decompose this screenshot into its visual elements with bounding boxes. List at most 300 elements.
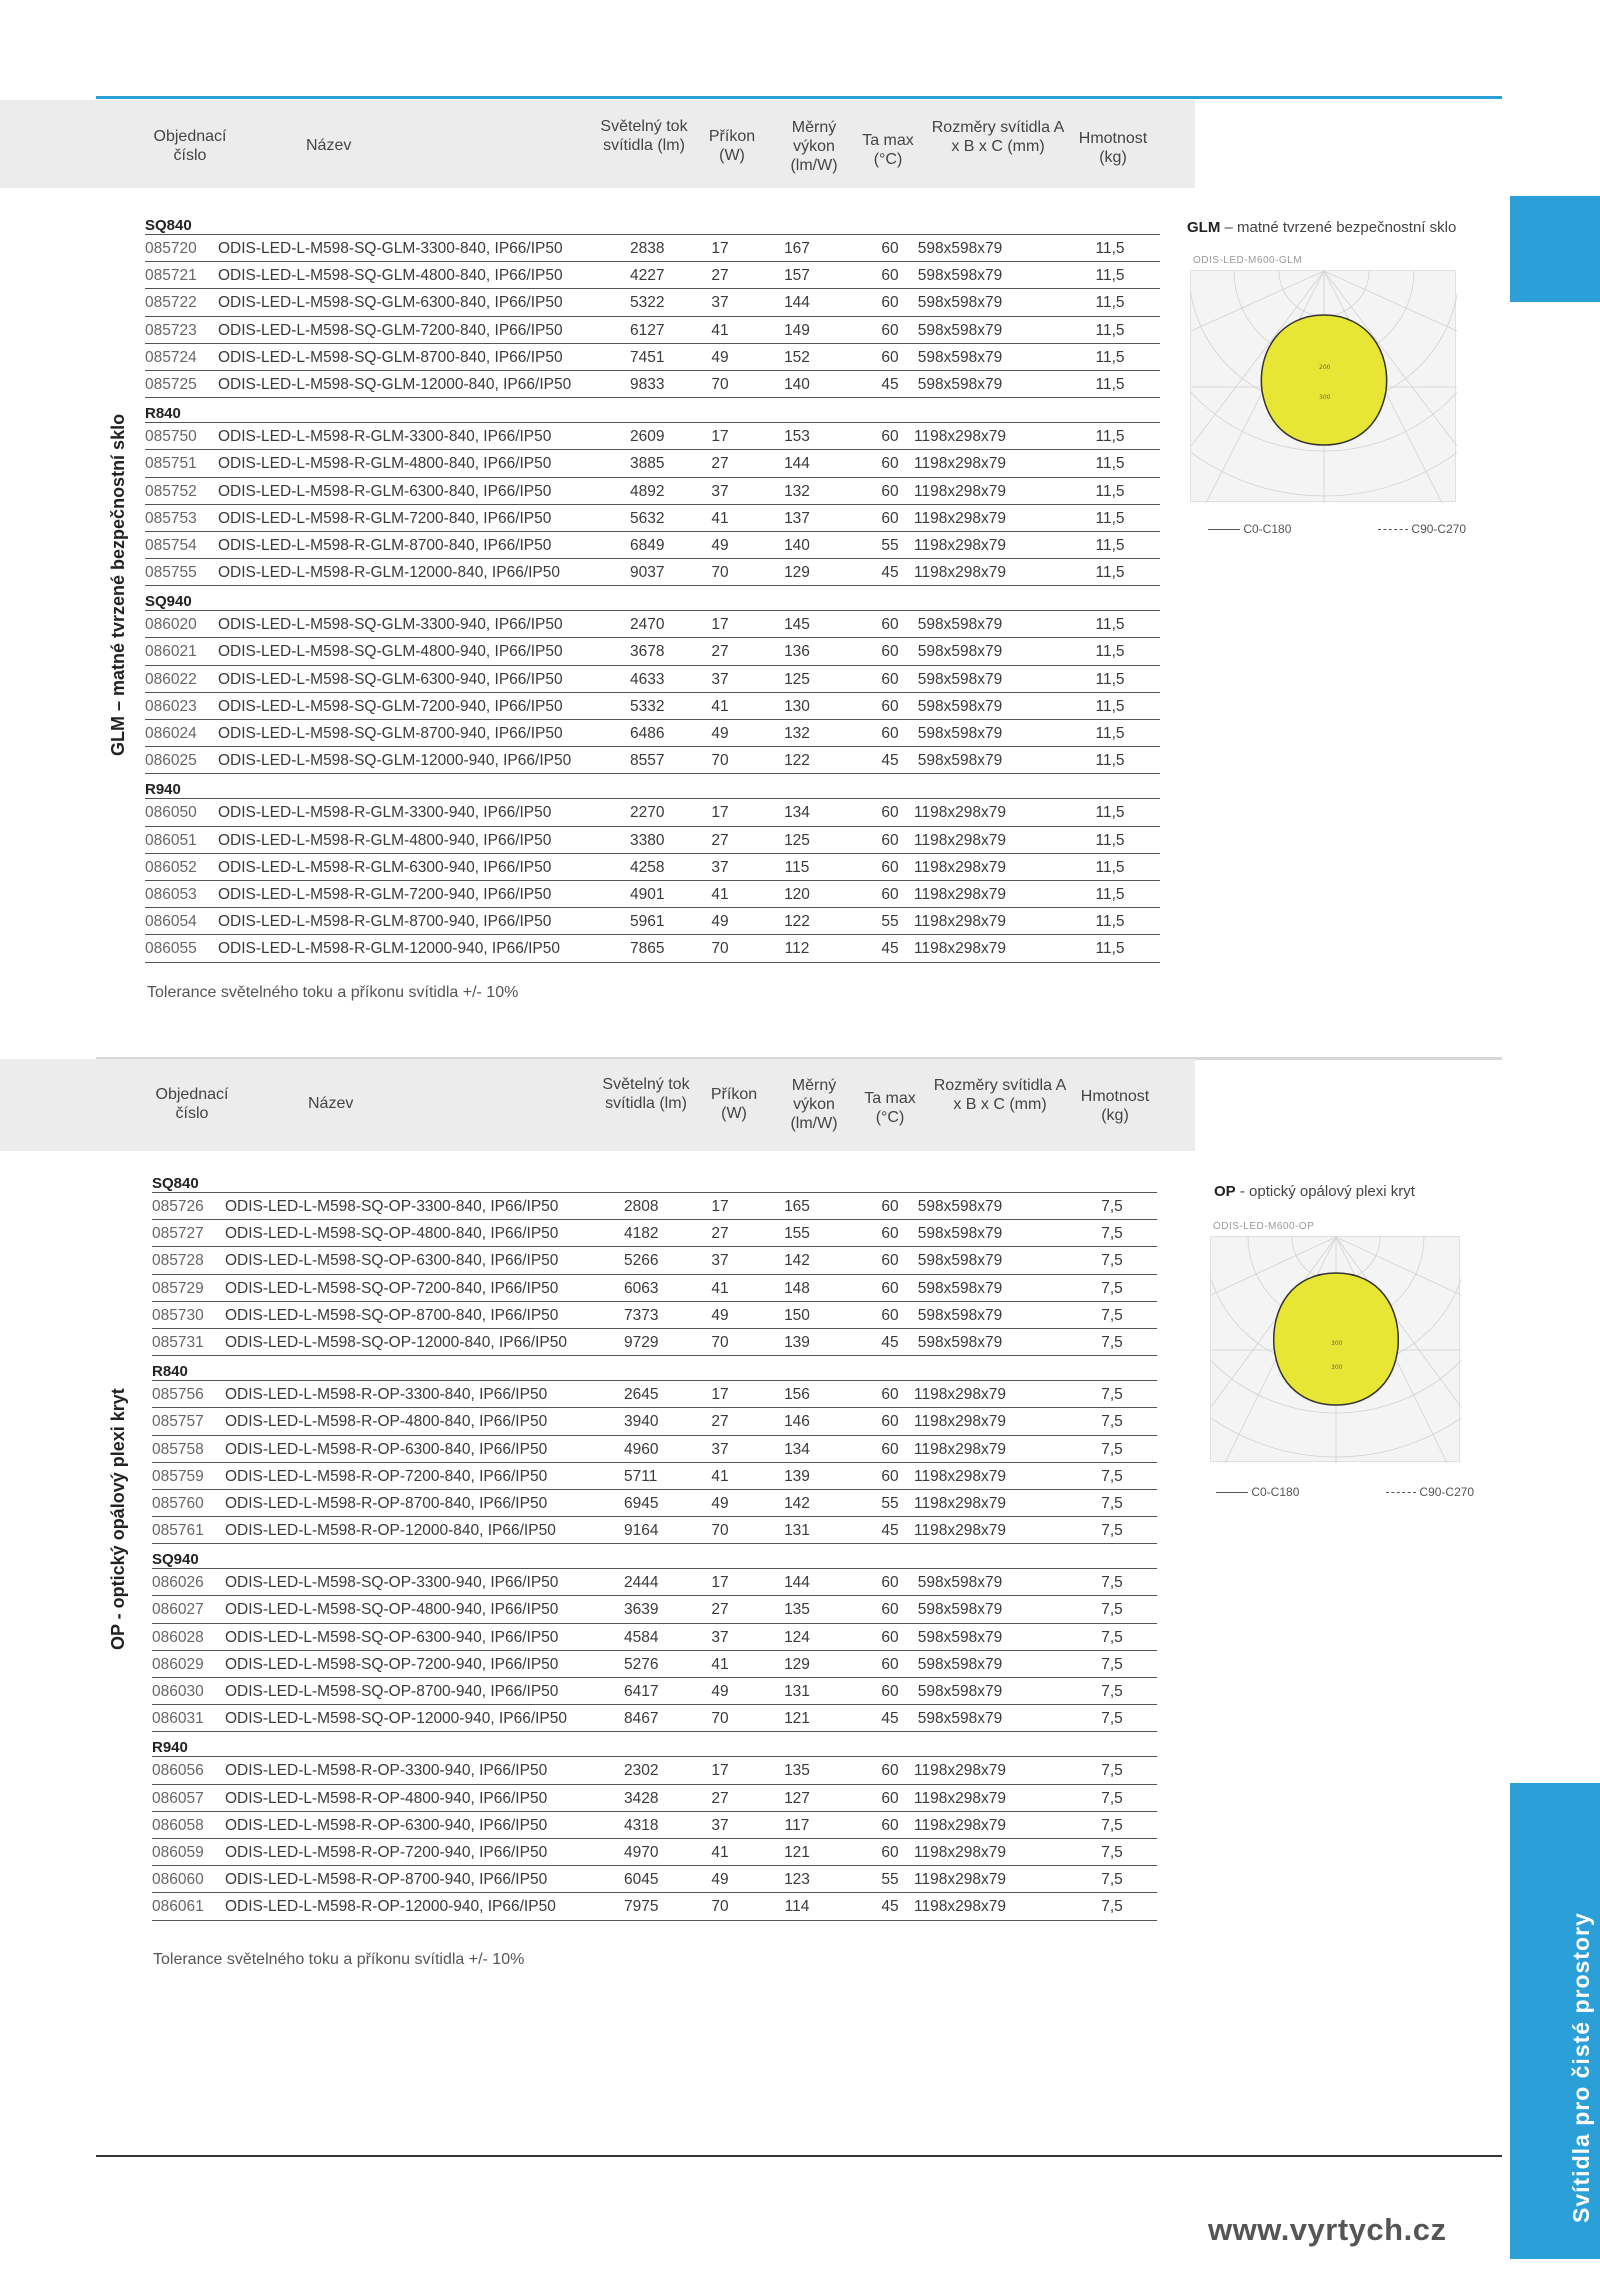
ta-max: 60 — [881, 1628, 899, 1646]
efficacy: 121 — [784, 1843, 810, 1861]
product-name: ODIS-LED-L-M598-SQ-GLM-6300-840, IP66/IP50 — [218, 294, 563, 312]
order-number: 085751 — [145, 455, 197, 473]
order-number: 085726 — [152, 1198, 204, 1215]
ta-max: 60 — [881, 804, 899, 822]
luminous-flux: 4901 — [630, 885, 665, 903]
product-name: ODIS-LED-L-M598-R-OP-7200-940, IP66/IP50 — [225, 1843, 548, 1861]
order-number: 085729 — [152, 1279, 204, 1297]
dimensions: 598x598x79 — [917, 1710, 1003, 1728]
efficacy: 142 — [784, 1494, 810, 1512]
ta-max: 60 — [881, 1413, 899, 1431]
weight: 7,5 — [1101, 1816, 1123, 1834]
table-row — [145, 505, 1160, 532]
col-header-power: Příkon (W) — [708, 128, 756, 164]
efficacy: 132 — [784, 482, 810, 500]
product-name: ODIS-LED-L-M598-R-GLM-7200-840, IP66/IP50 — [218, 509, 552, 527]
dimensions: 598x598x79 — [917, 1225, 1003, 1243]
ta-max: 60 — [881, 885, 899, 903]
table-row — [145, 720, 1160, 747]
order-number: 086055 — [145, 940, 197, 958]
weight: 11,5 — [1095, 321, 1125, 339]
weight: 11,5 — [1095, 858, 1125, 876]
table-row — [145, 881, 1160, 908]
ta-max: 60 — [881, 670, 899, 688]
table-row — [145, 559, 1160, 586]
table-row — [145, 799, 1160, 826]
dimensions: 598x598x79 — [917, 1655, 1003, 1673]
order-number: 086021 — [145, 643, 197, 661]
power: 41 — [711, 1467, 729, 1485]
power: 70 — [711, 1898, 729, 1916]
col-header-flux: Světelný tok svítidla (lm) — [602, 1076, 690, 1112]
power: 27 — [711, 267, 729, 285]
order-number: 086027 — [152, 1601, 204, 1619]
dimensions: 598x598x79 — [917, 725, 1003, 742]
order-number: 086030 — [152, 1683, 204, 1700]
weight: 11,5 — [1095, 940, 1125, 958]
tolerance-note: Tolerance světelného toku a příkonu svítidla +/- 10% — [147, 984, 519, 1001]
order-number: 085753 — [145, 509, 197, 527]
efficacy: 122 — [784, 752, 810, 770]
weight: 11,5 — [1095, 643, 1125, 661]
table-row — [152, 1839, 1157, 1866]
weight: 7,5 — [1101, 1440, 1123, 1458]
polar-chart-op — [1211, 1237, 1461, 1463]
dimensions: 1198x298x79 — [914, 885, 1006, 903]
weight: 7,5 — [1101, 1601, 1123, 1619]
product-name: ODIS-LED-L-M598-R-GLM-8700-940, IP66/IP50 — [218, 913, 552, 931]
ta-max: 60 — [881, 1306, 899, 1324]
weight: 11,5 — [1095, 294, 1125, 312]
table-row — [152, 1436, 1157, 1463]
dimensions: 598x598x79 — [917, 670, 1003, 688]
table-row — [152, 1812, 1157, 1839]
order-number: 086028 — [152, 1628, 204, 1646]
table-row — [152, 1463, 1157, 1490]
ta-max: 60 — [881, 1789, 899, 1807]
ta-max: 60 — [881, 697, 899, 715]
luminous-flux: 4960 — [624, 1440, 659, 1458]
luminous-flux: 2302 — [624, 1762, 659, 1780]
efficacy: 127 — [784, 1789, 810, 1807]
product-name: ODIS-LED-L-M598-R-GLM-12000-940, IP66/IP50 — [218, 940, 561, 958]
weight: 11,5 — [1095, 240, 1125, 257]
table-row — [145, 747, 1160, 774]
col-header-ta: Ta max (°C) — [862, 132, 914, 168]
power: 49 — [711, 725, 729, 742]
efficacy: 136 — [784, 643, 810, 661]
table-row — [152, 1624, 1157, 1651]
dimensions: 1198x298x79 — [914, 913, 1006, 931]
weight: 7,5 — [1101, 1574, 1123, 1592]
luminous-flux: 6486 — [630, 725, 665, 742]
power: 17 — [711, 804, 729, 822]
order-number: 086031 — [152, 1710, 204, 1728]
weight: 11,5 — [1095, 752, 1125, 770]
group-title: SQ940 — [145, 586, 1160, 611]
product-name: ODIS-LED-L-M598-SQ-GLM-8700-940, IP66/IP50 — [218, 725, 563, 742]
power: 70 — [711, 375, 729, 393]
efficacy: 155 — [784, 1225, 810, 1243]
col-header-power: Příkon (W) — [710, 1086, 758, 1122]
luminous-flux: 5711 — [624, 1467, 658, 1485]
order-number: 085752 — [145, 482, 197, 500]
efficacy: 131 — [784, 1683, 810, 1700]
luminous-flux: 2470 — [630, 616, 665, 634]
efficacy: 152 — [784, 348, 810, 366]
power: 37 — [711, 1440, 729, 1458]
col-header-dims: Rozměry svítidla A x B x C (mm) — [933, 1077, 1067, 1113]
luminous-flux: 7865 — [630, 940, 665, 958]
power: 41 — [711, 697, 729, 715]
order-number: 086022 — [145, 670, 197, 688]
order-number: 085725 — [145, 375, 197, 393]
weight: 11,5 — [1095, 375, 1125, 393]
luminous-flux: 7373 — [624, 1306, 659, 1324]
table-row — [152, 1866, 1157, 1893]
table-row — [152, 1275, 1157, 1302]
power: 27 — [711, 831, 729, 849]
power: 49 — [711, 1683, 729, 1700]
luminous-flux: 4227 — [630, 267, 665, 285]
table-header-1 — [0, 100, 1195, 188]
product-name: ODIS-LED-L-M598-SQ-OP-12000-840, IP66/IP50 — [225, 1333, 568, 1351]
power: 17 — [711, 1198, 729, 1215]
group-title: SQ840 — [145, 210, 1160, 235]
efficacy: 140 — [784, 536, 810, 554]
order-number: 085730 — [152, 1306, 204, 1324]
power: 70 — [711, 564, 729, 582]
order-number: 086060 — [152, 1871, 204, 1889]
ta-max: 60 — [881, 1252, 899, 1270]
efficacy: 123 — [784, 1871, 810, 1889]
dimensions: 598x598x79 — [917, 697, 1003, 715]
weight: 7,5 — [1101, 1843, 1123, 1861]
weight: 7,5 — [1101, 1413, 1123, 1431]
order-number: 086053 — [145, 885, 197, 903]
weight: 7,5 — [1101, 1871, 1123, 1889]
group-title: R940 — [152, 1732, 1157, 1757]
product-table-op — [152, 1168, 1157, 1921]
dimensions: 1198x298x79 — [914, 564, 1006, 582]
efficacy: 165 — [784, 1198, 810, 1215]
ta-max: 60 — [881, 831, 899, 849]
weight: 11,5 — [1095, 725, 1125, 742]
luminous-flux: 8557 — [630, 752, 665, 770]
luminous-flux: 2808 — [624, 1198, 659, 1215]
product-name: ODIS-LED-L-M598-SQ-OP-8700-840, IP66/IP50 — [225, 1306, 559, 1324]
dimensions: 598x598x79 — [917, 348, 1003, 366]
dimensions: 1198x298x79 — [914, 1413, 1006, 1431]
efficacy: 114 — [784, 1898, 810, 1916]
order-number: 086051 — [145, 831, 197, 849]
ta-max: 60 — [881, 858, 899, 876]
ta-max: 60 — [881, 1816, 899, 1834]
luminous-flux: 3678 — [630, 643, 665, 661]
table-row — [152, 1757, 1157, 1784]
power: 17 — [711, 1574, 729, 1592]
order-number: 086059 — [152, 1843, 204, 1861]
efficacy: 122 — [784, 913, 810, 931]
diagram-caption-glm: GLM – matné tvrzené bezpečnostní sklo — [1187, 219, 1457, 236]
product-name: ODIS-LED-L-M598-R-GLM-6300-940, IP66/IP50 — [218, 858, 552, 876]
order-number: 086050 — [145, 804, 197, 822]
power: 41 — [711, 321, 729, 339]
weight: 11,5 — [1095, 670, 1125, 688]
weight: 7,5 — [1101, 1333, 1123, 1351]
weight: 7,5 — [1101, 1522, 1123, 1540]
product-name: ODIS-LED-L-M598-SQ-OP-12000-940, IP66/IP50 — [225, 1710, 568, 1728]
weight: 11,5 — [1095, 616, 1125, 634]
luminous-flux: 4892 — [630, 482, 665, 500]
table-row — [152, 1490, 1157, 1517]
dimensions: 1198x298x79 — [914, 509, 1006, 527]
product-name: ODIS-LED-L-M598-SQ-GLM-6300-940, IP66/IP50 — [218, 670, 563, 688]
section-label-glm: GLM – matné tvrzené bezpečnostní sklo — [108, 413, 128, 756]
ta-max: 55 — [881, 913, 899, 931]
ta-max: 45 — [881, 1898, 899, 1916]
power: 70 — [711, 752, 729, 770]
power: 70 — [711, 940, 729, 958]
order-number: 085720 — [145, 240, 197, 257]
col-header-obj: Objednací číslo — [153, 128, 227, 164]
power: 41 — [711, 1655, 729, 1673]
dimensions: 598x598x79 — [917, 1574, 1003, 1592]
power: 49 — [711, 536, 729, 554]
ta-max: 60 — [881, 1440, 899, 1458]
order-number: 085760 — [152, 1494, 204, 1512]
efficacy: 153 — [784, 428, 810, 446]
tolerance-note: Tolerance světelného toku a příkonu svítidla +/- 10% — [153, 1951, 525, 1968]
dimensions: 1198x298x79 — [914, 536, 1006, 554]
product-name: ODIS-LED-L-M598-R-OP-3300-940, IP66/IP50 — [225, 1762, 548, 1780]
footer-url: www.vyrtych.cz — [1208, 2212, 1447, 2247]
ta-max: 60 — [881, 616, 899, 634]
product-name: ODIS-LED-L-M598-R-OP-8700-940, IP66/IP50 — [225, 1871, 548, 1889]
power: 27 — [711, 1413, 729, 1431]
power: 37 — [711, 858, 729, 876]
efficacy: 115 — [784, 858, 810, 876]
top-accent-line — [96, 96, 1502, 99]
power: 37 — [711, 1628, 729, 1646]
col-header-dims: Rozměry svítidla A x B x C (mm) — [931, 119, 1065, 155]
weight: 11,5 — [1095, 482, 1125, 500]
group-title: R840 — [152, 1356, 1157, 1381]
table-row — [145, 235, 1160, 262]
ta-max: 60 — [881, 1467, 899, 1485]
order-number: 085728 — [152, 1252, 204, 1270]
table-row — [152, 1193, 1157, 1220]
ta-max: 60 — [881, 294, 899, 312]
table-row — [145, 693, 1160, 720]
power: 41 — [711, 509, 729, 527]
dimensions: 1198x298x79 — [914, 1494, 1006, 1512]
table-row — [145, 289, 1160, 316]
luminous-flux: 6945 — [624, 1494, 659, 1512]
efficacy: 134 — [784, 1440, 810, 1458]
table-row — [152, 1517, 1157, 1544]
ta-max: 60 — [881, 240, 899, 257]
order-number: 086026 — [152, 1574, 204, 1592]
section-label-op: OP - optický opálový plexi kryt — [108, 1388, 128, 1650]
power: 17 — [711, 616, 729, 634]
efficacy: 142 — [784, 1252, 810, 1270]
dimensions: 1198x298x79 — [914, 1898, 1006, 1916]
power: 49 — [711, 913, 729, 931]
order-number: 085756 — [152, 1386, 204, 1404]
dimensions: 1198x298x79 — [914, 1440, 1006, 1458]
order-number: 086023 — [145, 697, 197, 715]
power: 70 — [711, 1522, 729, 1540]
group-title: SQ840 — [152, 1168, 1157, 1193]
product-name: ODIS-LED-L-M598-R-OP-12000-840, IP66/IP50 — [225, 1522, 556, 1540]
product-name: ODIS-LED-L-M598-R-GLM-4800-940, IP66/IP50 — [218, 831, 552, 849]
power: 37 — [711, 294, 729, 312]
side-tab — [1510, 1783, 1600, 2259]
table-row — [145, 611, 1160, 638]
table-row — [145, 478, 1160, 505]
table-row — [145, 532, 1160, 559]
dimensions: 1198x298x79 — [914, 428, 1006, 446]
luminous-flux: 6045 — [624, 1871, 659, 1889]
power: 37 — [711, 482, 729, 500]
product-name: ODIS-LED-L-M598-SQ-GLM-4800-840, IP66/IP50 — [218, 267, 563, 285]
dimensions: 1198x298x79 — [914, 455, 1006, 473]
dimensions: 598x598x79 — [917, 1306, 1003, 1324]
product-name: ODIS-LED-L-M598-R-OP-6300-940, IP66/IP50 — [225, 1816, 548, 1834]
weight: 11,5 — [1095, 913, 1125, 931]
luminous-flux: 9164 — [624, 1522, 659, 1540]
ta-max: 45 — [881, 940, 899, 958]
product-name: ODIS-LED-L-M598-R-GLM-3300-840, IP66/IP50 — [218, 428, 552, 446]
ta-max: 60 — [881, 509, 899, 527]
order-number: 086020 — [145, 616, 197, 634]
weight: 7,5 — [1101, 1710, 1123, 1728]
dimensions: 598x598x79 — [917, 375, 1003, 393]
luminous-flux: 6063 — [624, 1279, 659, 1297]
col-header-eff: Měrný výkon (lm/W) — [790, 1077, 838, 1132]
order-number: 086052 — [145, 858, 197, 876]
luminous-flux: 3639 — [624, 1601, 659, 1619]
power: 27 — [711, 1789, 729, 1807]
product-name: ODIS-LED-L-M598-R-GLM-3300-940, IP66/IP50 — [218, 804, 552, 822]
table-row — [145, 908, 1160, 935]
col-header-name: Název — [308, 1095, 354, 1112]
weight: 11,5 — [1095, 804, 1125, 822]
ta-max: 60 — [881, 1225, 899, 1243]
efficacy: 125 — [784, 670, 810, 688]
power: 37 — [711, 1816, 729, 1834]
product-name: ODIS-LED-L-M598-SQ-GLM-3300-840, IP66/IP50 — [218, 240, 563, 257]
table-row — [145, 262, 1160, 289]
weight: 7,5 — [1101, 1279, 1123, 1297]
order-number: 086054 — [145, 913, 197, 931]
weight: 11,5 — [1095, 509, 1125, 527]
order-number: 086061 — [152, 1898, 204, 1916]
weight: 11,5 — [1095, 428, 1125, 446]
dimensions: 598x598x79 — [917, 240, 1003, 257]
dimensions: 598x598x79 — [917, 1601, 1003, 1619]
product-name: ODIS-LED-L-M598-SQ-GLM-12000-940, IP66/IP50 — [218, 752, 572, 770]
side-tab-marker — [1510, 196, 1600, 302]
luminous-flux: 5276 — [624, 1655, 659, 1673]
luminous-flux: 4258 — [630, 858, 665, 876]
efficacy: 112 — [784, 940, 810, 958]
efficacy: 140 — [784, 375, 810, 393]
weight: 7,5 — [1101, 1789, 1123, 1807]
product-name: ODIS-LED-L-M598-R-GLM-6300-840, IP66/IP50 — [218, 482, 552, 500]
product-name: ODIS-LED-L-M598-SQ-GLM-12000-840, IP66/IP50 — [218, 375, 572, 393]
dimensions: 598x598x79 — [917, 616, 1003, 634]
order-number: 085750 — [145, 428, 197, 446]
product-name: ODIS-LED-L-M598-R-OP-4800-840, IP66/IP50 — [225, 1413, 548, 1431]
group-title: R840 — [145, 398, 1160, 423]
power: 49 — [711, 1494, 729, 1512]
table-row — [152, 1302, 1157, 1329]
table-row — [152, 1678, 1157, 1705]
product-name: ODIS-LED-L-M598-R-OP-6300-840, IP66/IP50 — [225, 1440, 548, 1458]
dimensions: 1198x298x79 — [914, 1816, 1006, 1834]
luminous-flux: 9037 — [630, 564, 665, 582]
efficacy: 150 — [784, 1306, 810, 1324]
luminous-flux: 3885 — [630, 455, 665, 473]
order-number: 085723 — [145, 321, 197, 339]
luminous-flux: 3940 — [624, 1413, 659, 1431]
efficacy: 135 — [784, 1601, 810, 1619]
luminous-flux: 6849 — [630, 536, 665, 554]
luminous-flux: 2270 — [630, 804, 665, 822]
efficacy: 134 — [784, 804, 810, 822]
efficacy: 132 — [784, 725, 810, 742]
luminous-flux: 3428 — [624, 1789, 659, 1807]
dimensions: 1198x298x79 — [914, 1762, 1006, 1780]
ta-max: 60 — [881, 643, 899, 661]
weight: 7,5 — [1101, 1494, 1123, 1512]
luminous-flux: 5266 — [624, 1252, 659, 1270]
weight: 11,5 — [1095, 564, 1125, 582]
power: 17 — [711, 1762, 729, 1780]
luminous-flux: 9729 — [624, 1333, 659, 1351]
product-name: ODIS-LED-L-M598-SQ-OP-7200-840, IP66/IP50 — [225, 1279, 559, 1297]
ta-max: 60 — [881, 1601, 899, 1619]
table-row — [152, 1220, 1157, 1247]
dimensions: 598x598x79 — [917, 1628, 1003, 1646]
power: 70 — [711, 1333, 729, 1351]
table-row — [145, 450, 1160, 477]
product-name: ODIS-LED-L-M598-SQ-GLM-8700-840, IP66/IP50 — [218, 348, 563, 366]
weight: 11,5 — [1095, 831, 1125, 849]
efficacy: 130 — [784, 697, 810, 715]
ta-max: 45 — [881, 564, 899, 582]
product-name: ODIS-LED-L-M598-SQ-GLM-3300-940, IP66/IP50 — [218, 616, 563, 634]
table-row — [152, 1705, 1157, 1732]
table-row — [145, 371, 1160, 398]
col-header-obj: Objednací číslo — [155, 1086, 229, 1122]
ta-max: 45 — [881, 375, 899, 393]
dimensions: 1198x298x79 — [914, 482, 1006, 500]
power: 49 — [711, 1871, 729, 1889]
efficacy: 148 — [784, 1279, 810, 1297]
order-number: 085731 — [152, 1333, 204, 1351]
legend-glm: C0-C180 C90-C270 — [1208, 522, 1466, 536]
luminous-flux: 7975 — [624, 1898, 659, 1916]
product-name: ODIS-LED-L-M598-R-GLM-7200-940, IP66/IP50 — [218, 885, 552, 903]
table-row — [145, 854, 1160, 881]
weight: 7,5 — [1101, 1467, 1123, 1485]
power: 41 — [711, 885, 729, 903]
diagram-name-glm: ODIS-LED-M600-GLM — [1193, 255, 1303, 266]
order-number: 085721 — [145, 267, 197, 285]
